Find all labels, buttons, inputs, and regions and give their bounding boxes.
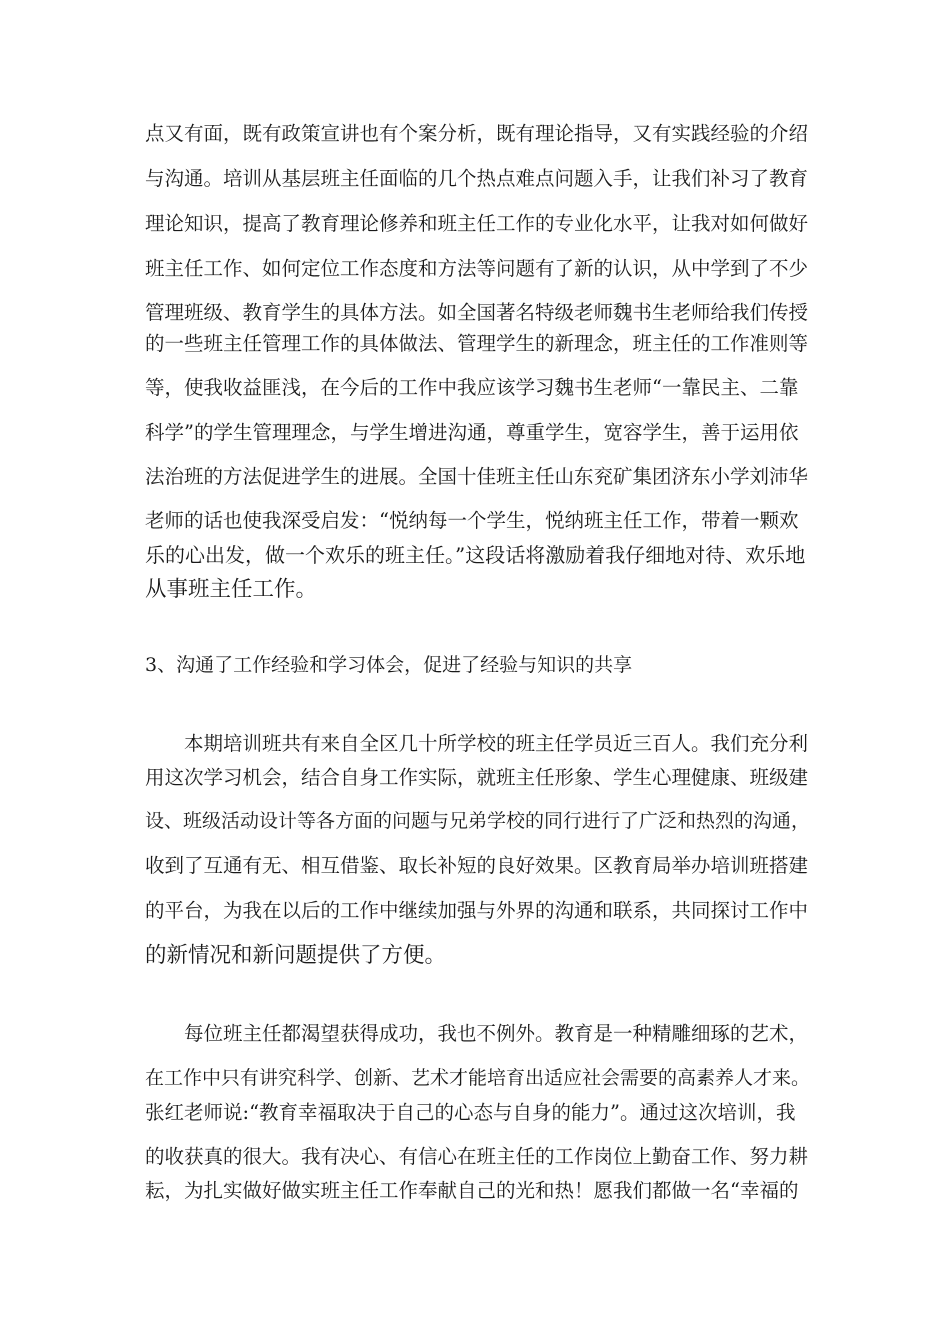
section-heading-3: 3、沟通了工作经验和学习体会，促进了经验与知识的共享 [145,654,633,676]
paragraph-1-line-10: 老师的话也使我深受启发：“悦纳每一个学生，悦纳班主任工作，带着一颗欢 [145,509,799,532]
paragraph-3-line-5: 耘，为扎实做好做实班主任工作奉献自己的光和热！愿我们都做一名“幸福的 [145,1179,799,1202]
paragraph-1-line-4: 班主任工作、如何定位工作态度和方法等问题有了新的认识，从中学到了不少 [145,257,809,280]
paragraph-2-line-1: 本期培训班共有来自全区几十所学校的班主任学员近三百人。我们充分利 [145,732,809,755]
paragraph-3-line-2: 在工作中只有讲究科学、创新、艺术才能培育出适应社会需要的高素养人才来。 [145,1067,811,1089]
paragraph-1-line-7: 等，使我收益匪浅，在今后的工作中我应该学习魏书生老师“一靠民主、二靠 [145,376,799,399]
paragraph-1-line-12: 从事班主任工作。 [145,577,318,602]
paragraph-3-line-3: 张红老师说:“教育幸福取决于自己的心态与自身的能力”。通过这次培训，我 [145,1101,796,1124]
paragraph-3-line-4: 的收获真的很大。我有决心、有信心在班主任的工作岗位上勤奋工作、努力耕 [145,1145,809,1168]
paragraph-1-line-5: 管理班级、教育学生的具体方法。如全国著名特级老师魏书生老师给我们传授 [145,301,809,324]
paragraph-2-line-3: 设、班级活动设计等各方面的问题与兄弟学校的同行进行了广泛和热烈的沟通， [145,810,811,832]
paragraph-1-line-11: 乐的心出发，做一个欢乐的班主任。”这段话将激励着我仔细地对待、欢乐地 [145,543,806,567]
paragraph-1-line-2: 与沟通。培训从基层班主任面临的几个热点难点问题入手，让我们补习了教育 [145,167,809,190]
paragraph-1-line-6: 的一些班主任管理工作的具体做法、管理学生的新理念，班主任的工作准则等 [145,332,809,355]
paragraph-3-line-1: 每位班主任都渴望获得成功，我也不例外。教育是一种精雕细琢的艺术， [145,1022,809,1045]
paragraph-1-line-3: 理论知识，提高了教育理论修养和班主任工作的专业化水平，让我对如何做好 [145,212,809,235]
paragraph-2-line-5: 的平台，为我在以后的工作中继续加强与外界的沟通和联系，共同探讨工作中 [145,899,809,922]
paragraph-2-line-4: 收到了互通有无、相互借鉴、取长补短的良好效果。区教育局举办培训班搭建 [145,854,809,877]
paragraph-2-line-2: 用这次学习机会，结合自身工作实际，就班主任形象、学生心理健康、班级建 [145,766,809,789]
paragraph-1-line-1: 点又有面，既有政策宣讲也有个案分析，既有理论指导，又有实践经验的介绍 [145,122,809,145]
paragraph-1-line-9: 法治班的方法促进学生的进展。全国十佳班主任山东兖矿集团济东小学刘沛华 [145,465,809,488]
paragraph-1-line-8: 科学”的学生管理理念，与学生增进沟通，尊重学生，宽容学生，善于运用依 [145,421,799,444]
paragraph-2-line-6: 的新情况和新问题提供了方便。 [145,943,447,968]
